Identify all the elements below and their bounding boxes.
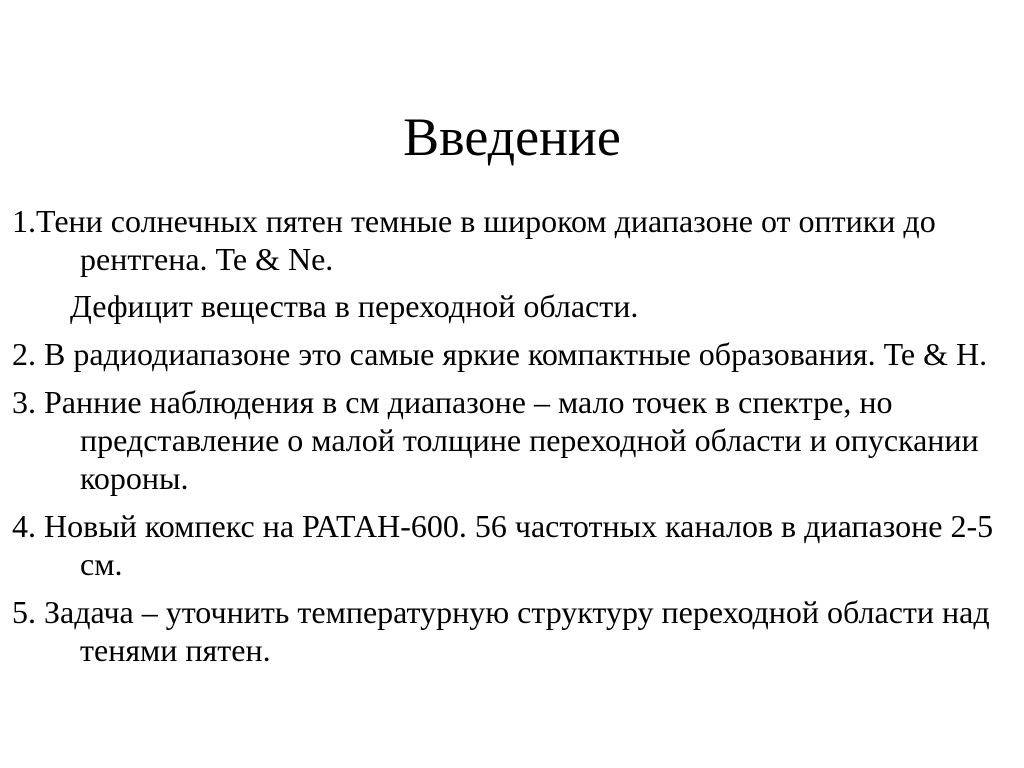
point-1-text: 1.Тени солнечных пятен темные в широком диапазоне от оптики до рентгена. Te & Ne.	[12, 203, 936, 277]
point-3-text: 3. Ранние наблюдения в см диапазоне – мало точек в спектре, но представление о малой толщине переходной области и опускании короны.	[12, 384, 979, 496]
point-4-text: 4. Новый компекс на РАТАН-600. 56 частотных каналов в диапазоне 2-5 см.	[12, 508, 994, 582]
point-1-subtext: Дефицит вещества в переходной области.	[70, 288, 639, 324]
slide-title: Введение	[403, 107, 621, 167]
point-5-text: 5. Задача – уточнить температурную структуру переходной области над тенями пятен.	[12, 594, 990, 668]
slide-content	[12, 202, 1012, 669]
point-2-text: 2. В радиодиапазоне это самые яркие компактные образования. Te & H.	[12, 336, 988, 372]
